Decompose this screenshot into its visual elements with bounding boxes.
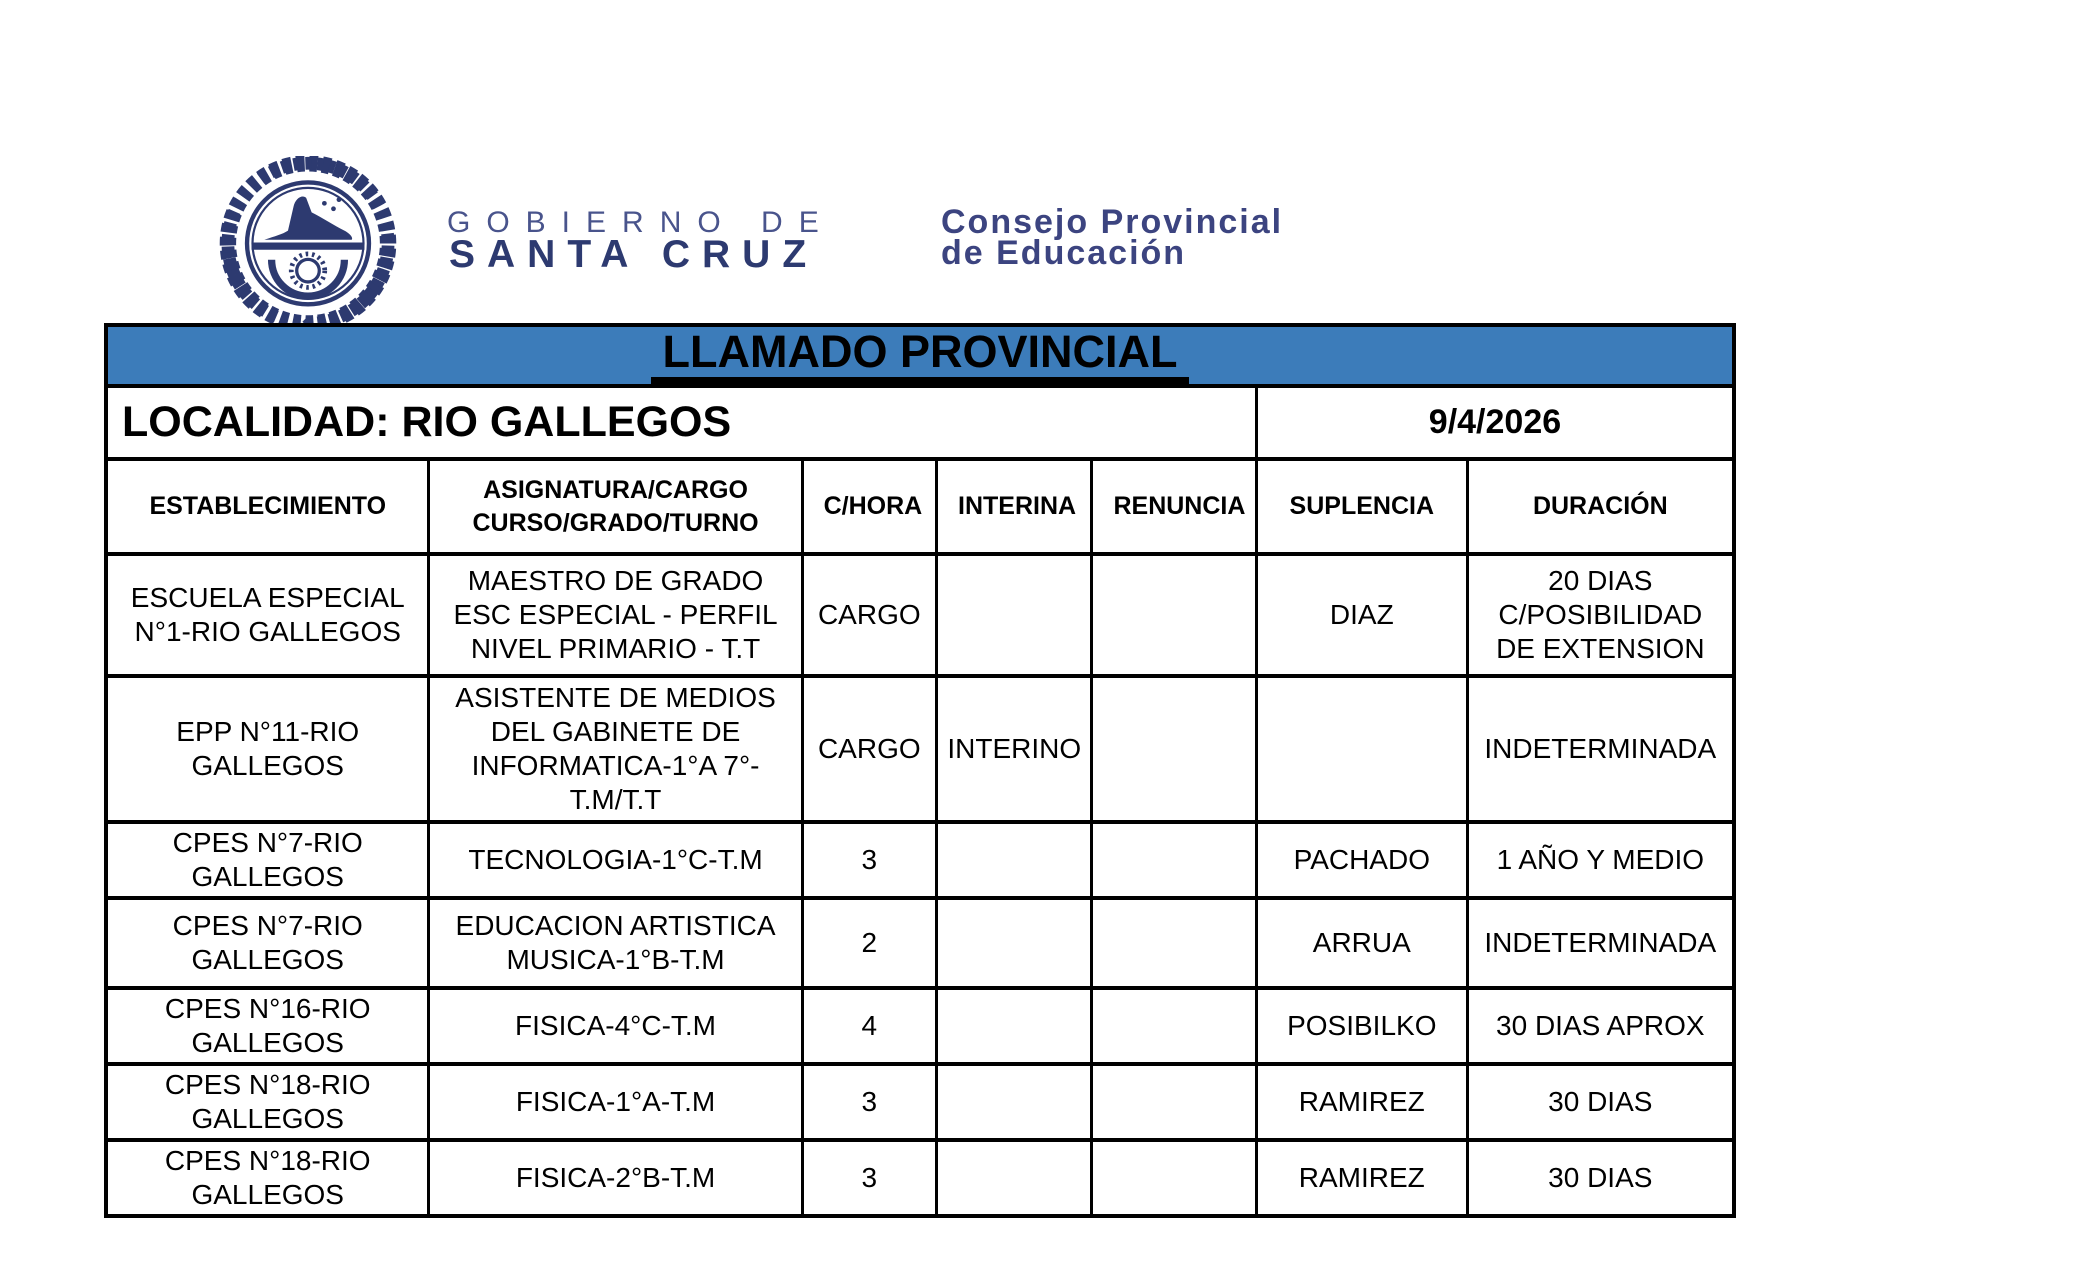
table-row [106,898,1734,988]
cell-suplencia: DIAZ [1256,554,1467,676]
cell-chora: 2 [802,898,936,988]
cell-duracion: 20 DIAS C/POSIBILIDAD DE EXTENSION [1467,554,1734,676]
cell-chora: 3 [802,1064,936,1140]
localidad-label: LOCALIDAD: RIO GALLEGOS [106,386,1256,459]
cell-duracion: 1 AÑO Y MEDIO [1467,822,1734,898]
table-row [106,1140,1734,1216]
cell-duracion: 30 DIAS [1467,1140,1734,1216]
cell-suplencia: PACHADO [1256,822,1467,898]
cell-duracion: 30 DIAS [1467,1064,1734,1140]
col-header-renuncia: RENUNCIA [1092,459,1257,554]
table-row [106,988,1734,1064]
cell-renuncia [1092,1064,1257,1140]
table-row [106,1064,1734,1140]
government-name-line1: GOBIERNO DE [447,206,835,239]
cell-interina [937,822,1092,898]
table-header-row [106,459,1734,554]
cell-renuncia [1092,822,1257,898]
info-row [106,386,1734,459]
col-header-chora: C/HORA [802,459,936,554]
vacancies-table [104,323,1736,1218]
cell-establecimiento: CPES N°16-RIO GALLEGOS [106,988,429,1064]
col-header-asignatura: ASIGNATURA/CARGO CURSO/GRADO/TURNO [429,459,802,554]
cell-chora: CARGO [802,554,936,676]
cell-establecimiento: CPES N°7-RIO GALLEGOS [106,898,429,988]
cell-establecimiento: CPES N°18-RIO GALLEGOS [106,1064,429,1140]
cell-establecimiento: EPP N°11-RIO GALLEGOS [106,676,429,822]
cell-interina: INTERINO [937,676,1092,822]
cell-interina [937,988,1092,1064]
cell-renuncia [1092,898,1257,988]
cell-renuncia [1092,988,1257,1064]
cell-chora: 3 [802,822,936,898]
page-title: LLAMADO PROVINCIAL [651,327,1190,384]
cell-renuncia [1092,554,1257,676]
col-header-suplencia: SUPLENCIA [1256,459,1467,554]
organization-name-line2: de Educación [941,234,1187,272]
santa-cruz-coat-of-arms-icon [214,156,402,338]
organization-name-line1: Consejo Provincial [941,203,1284,241]
cell-asignatura: TECNOLOGIA-1°C-T.M [429,822,802,898]
table-row [106,676,1734,822]
cell-renuncia [1092,1140,1257,1216]
cell-establecimiento: CPES N°7-RIO GALLEGOS [106,822,429,898]
cell-renuncia [1092,676,1257,822]
cell-chora: 4 [802,988,936,1064]
cell-asignatura: FISICA-2°B-T.M [429,1140,802,1216]
cell-establecimiento: ESCUELA ESPECIAL N°1-RIO GALLEGOS [106,554,429,676]
cell-asignatura: FISICA-1°A-T.M [429,1064,802,1140]
government-name-line2: SANTA CRUZ [449,233,819,276]
cell-asignatura: FISICA-4°C-T.M [429,988,802,1064]
cell-establecimiento: CPES N°18-RIO GALLEGOS [106,1140,429,1216]
cell-suplencia: RAMIREZ [1256,1140,1467,1216]
table-row [106,554,1734,676]
cell-interina [937,898,1092,988]
cell-interina [937,1140,1092,1216]
col-header-interina: INTERINA [937,459,1092,554]
cell-suplencia: ARRUA [1256,898,1467,988]
cell-suplencia: RAMIREZ [1256,1064,1467,1140]
banner-row [106,325,1734,386]
cell-chora: 3 [802,1140,936,1216]
cell-suplencia: POSIBILKO [1256,988,1467,1064]
cell-interina [937,554,1092,676]
cell-chora: CARGO [802,676,936,822]
banner-cell [106,325,1734,386]
col-header-establecimiento: ESTABLECIMIENTO [106,459,429,554]
cell-duracion: INDETERMINADA [1467,676,1734,822]
cell-asignatura: ASISTENTE DE MEDIOS DEL GABINETE DE INFORMATICA-1°A 7°-T.M/T.T [429,676,802,822]
table-row [106,822,1734,898]
cell-suplencia [1256,676,1467,822]
organization-name [941,203,1284,272]
date-value: 9/4/2026 [1256,386,1734,459]
cell-duracion: INDETERMINADA [1467,898,1734,988]
cell-asignatura: EDUCACION ARTISTICA MUSICA-1°B-T.M [429,898,802,988]
cell-interina [937,1064,1092,1140]
col-header-duracion: DURACIÓN [1467,459,1734,554]
cell-duracion: 30 DIAS APROX [1467,988,1734,1064]
cell-asignatura: MAESTRO DE GRADO ESC ESPECIAL - PERFIL NIVEL PRIMARIO - T.T [429,554,802,676]
